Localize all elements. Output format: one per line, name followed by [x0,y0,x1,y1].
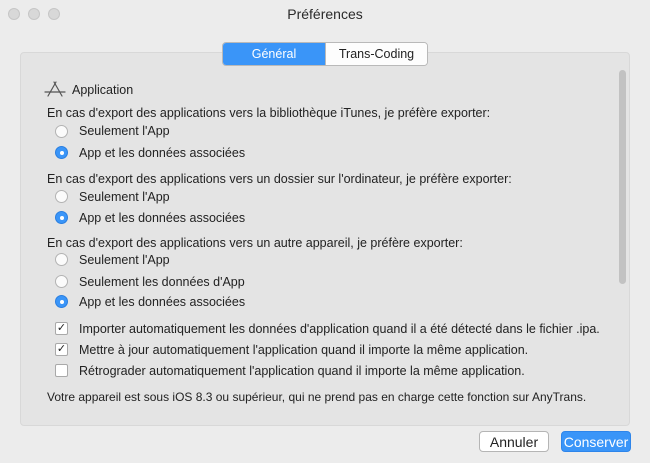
radio-itunes-app-only[interactable] [55,125,68,138]
radio-label: Seulement l'App [79,124,170,138]
checkbox-label: Importer automatiquement les données d'application quand il a été détecté dans le fichier .ipa. [79,322,600,336]
save-button[interactable]: Conserver [561,431,631,452]
tab-general[interactable]: Général [223,43,325,65]
radio-folder-app-only[interactable] [55,190,68,203]
cancel-button[interactable]: Annuler [479,431,549,452]
radio-label: App et les données associées [79,146,246,160]
section-title: Application [72,83,134,97]
question-device: En cas d'export des applications vers un autre appareil, je préfère exporter: [47,236,463,250]
tab-trans-coding[interactable]: Trans-Coding [325,43,427,65]
radio-label: App et les données associées [79,211,246,225]
checkbox-auto-update[interactable]: ✓ [56,343,67,355]
radio-device-app-only[interactable] [55,253,68,266]
radio-label: Seulement les données d'App [79,275,245,289]
radio-itunes-app-data[interactable] [55,146,68,159]
scrollbar[interactable] [619,70,626,284]
question-folder: En cas d'export des applications vers un dossier sur l'ordinateur, je préfère exporter: [47,172,512,186]
radio-label: App et les données associées [79,295,246,309]
checkbox-auto-import[interactable]: ✓ [56,322,67,334]
checkbox-auto-downgrade[interactable] [55,364,68,377]
radio-label: Seulement l'App [79,253,170,267]
app-store-icon [44,80,66,98]
title-bar [0,0,650,30]
radio-label: Seulement l'App [79,190,170,204]
radio-device-data-only[interactable] [55,275,68,288]
window-title: Préférences [287,6,363,22]
question-itunes: En cas d'export des applications vers la bibliothèque iTunes, je préfère exporter: [47,106,491,120]
checkbox-label: Mettre à jour automatiquement l'application quand il importe la même application. [79,343,529,357]
radio-folder-app-data[interactable] [55,211,68,224]
ios-note: Votre appareil est sous iOS 8.3 ou supérieur, qui ne prend pas en charge cette fonction sur AnyTrans. [47,390,587,404]
tab-bar [222,42,428,66]
checkbox-label: Rétrograder automatiquement l'application quand il importe la même application. [79,364,525,378]
radio-device-app-data[interactable] [55,295,68,308]
